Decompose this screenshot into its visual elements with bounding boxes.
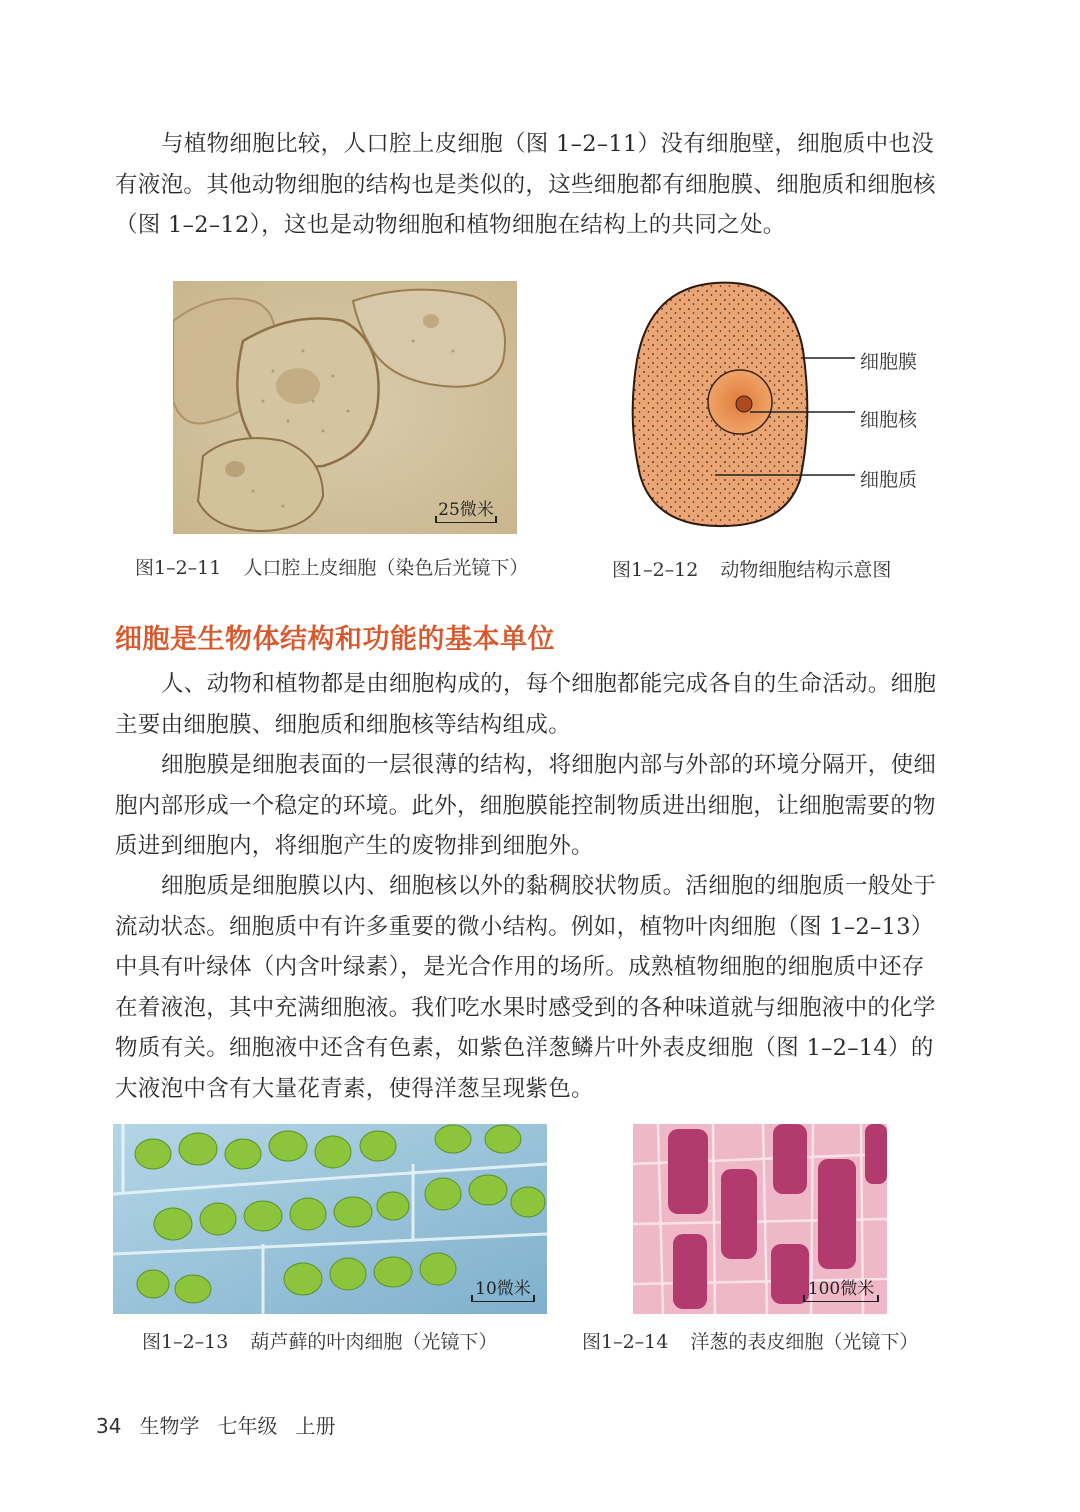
- paragraph-2: 细胞膜是细胞表面的一层很薄的结构，将细胞内部与外部的环境分隔开，使细胞内部形成一个稳定的环境。此外，细胞膜能控制物质进出细胞，让细胞需要的物质进到细胞内，将细胞产生的废物排到细胞外。: [115, 752, 937, 859]
- caption-number-14: 图1–2–14: [582, 1331, 669, 1353]
- footer-volume: 上册: [295, 1414, 336, 1438]
- label-nucleus: 细胞核: [860, 409, 918, 431]
- caption-figure-11: [135, 556, 528, 580]
- caption-title-11: 人口腔上皮细胞（染色后光镜下）: [243, 557, 529, 579]
- paragraph-3: 细胞质是细胞膜以内、细胞核以外的黏稠胶状物质。活细胞的细胞质一般处于流动状态。细胞质中有许多重要的微小结构。例如，植物叶肉细胞（图 1–2–13）中具有叶绿体（内含叶绿素），是光合作用的场所。成熟植物细胞的细胞质中还存在着液泡，其中充满细胞液。我们吃水果时感受到的各种味道就与细胞液中的化学物质有关。细胞液中还含有色素，如紫色洋葱鳞片叶外表皮细胞（图 1–2–14）的大液泡中含有大量花青素，使得洋葱呈现紫色。: [115, 873, 937, 1102]
- caption-number-11: 图1–2–11: [135, 557, 222, 579]
- caption-title-13: 葫芦藓的叶肉细胞（光镜下）: [250, 1331, 498, 1353]
- page-number: 34: [96, 1414, 122, 1438]
- caption-title-14: 洋葱的表皮细胞（光镜下）: [690, 1331, 919, 1353]
- caption-figure-14: [582, 1330, 918, 1354]
- scale-label-13: 10微米: [475, 1279, 531, 1299]
- cheek-cell-photo: [173, 281, 517, 534]
- intro-paragraph: 与植物细胞比较，人口腔上皮细胞（图 1–2–11）没有细胞壁，细胞质中也没有液泡。其他动物细胞的结构也是类似的，这些细胞都有细胞膜、细胞质和细胞核（图 1–2–12），这也是动物细胞和植物细胞在结构上的共同之处。: [115, 131, 936, 238]
- caption-figure-13: [142, 1330, 497, 1354]
- caption-title-12: 动物细胞结构示意图: [720, 559, 892, 581]
- onion-epidermis-photo: [633, 1124, 887, 1314]
- footer-subject: 生物学: [139, 1414, 200, 1438]
- section-heading: 细胞是生物体结构和功能的基本单位: [115, 624, 555, 655]
- moss-leaf-cell-photo: [113, 1124, 547, 1314]
- paragraph-1: 人、动物和植物都是由细胞构成的，每个细胞都能完成各自的生命活动。细胞主要由细胞膜、细胞质和细胞核等结构组成。: [115, 671, 937, 738]
- footer-grade: 七年级: [217, 1414, 278, 1438]
- label-cell-membrane: 细胞膜: [860, 351, 918, 373]
- scale-label-14: 100微米: [807, 1279, 875, 1299]
- scale-bar-14: [803, 1274, 879, 1302]
- scale-label-11: 25微米: [438, 500, 494, 520]
- label-cytoplasm: 细胞质: [860, 469, 918, 491]
- caption-number-12: 图1–2–12: [612, 559, 699, 581]
- scale-bar-13: [471, 1274, 535, 1302]
- scale-bar-11: [435, 495, 497, 523]
- caption-number-13: 图1–2–13: [142, 1331, 229, 1353]
- caption-figure-12: [612, 558, 891, 582]
- page-footer: [96, 1410, 353, 1439]
